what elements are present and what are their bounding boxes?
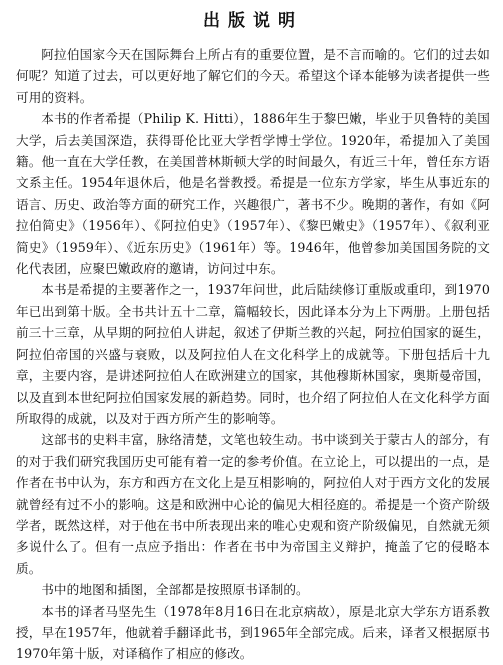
- paragraph-translator: 本书的译者马坚先生（1978年8月16日在北京病故），原是北京大学东方语系教授，早在1957年，他就着手翻译此书，到1965年全部完成。后来，译者又根据原书1970年第十版，对译稿作了相应的修改。: [16, 603, 490, 662]
- paragraph-book-overview: 本书是希提的主要著作之一，1937年问世，此后陆续修订重版或重印，到1970年已出到第十版。全书共计五十二章，篇幅较长，因此译本分为上下两册。上册包括前三十三章，从早期的阿拉伯人讲起，叙述了伊斯兰教的兴起，阿拉伯国家的诞生，阿拉伯帝国的兴盛与衰败，以及阿拉伯人在文化科学上的成就等。下册包括后十九章，主要内容，是讲述阿拉伯人在欧洲建立的国家，其他穆斯林国家，奥斯曼帝国，以及直到本世纪阿拉伯国家发展的新趋势。同时，也介绍了阿拉伯人在文化科学方面所取得的成就，以及对于西方所产生的影响等。: [16, 282, 490, 426]
- paragraph-intro: 阿拉伯国家今天在国际舞台上所占有的重要位置，是不言而喻的。它们的过去如何呢？知道了过去，可以更好地了解它们的今天。希望这个译本能够为读者提供一些可用的资料。: [16, 47, 490, 105]
- paragraph-author: 本书的作者希提（Philip K. Hitti），1886年生于黎巴嫩，毕业于贝鲁特的美国大学，后去美国深造，获得哥伦比亚大学哲学博士学位。1920年，希提加入了美国籍。他一直在大学任教，在美国普林斯顿大学的时间最久，有近三十年，曾任东方语文系主任。1954年退休后，他是名誉教授。希提是一位东方学家，毕生从事近东的语言、历史、政治等方面的研究工作，兴趣很广，著书不少。晚期的著作，有如《阿拉伯简史》（1956年）、《阿拉伯史》（1957年）、《黎巴嫩史》（1957年）、《叙利亚简史》（1959年）、《近东历史》（1961年）等。1946年，他曾参加美国国务院的文化代表团，应聚巴嫩政府的邀请，访问过中东。: [16, 111, 490, 277]
- paragraph-maps-note: 书中的地图和插图，全部都是按照原书译制的。: [41, 582, 309, 598]
- page-title: 出版说明: [203, 11, 303, 31]
- paragraph-evaluation: 这部书的史料丰富，脉络清楚，文笔也较生动。书中谈到关于蒙古人的部分，有的对于我们研究我国历史可能有着一定的参考价值。在立论上，可以提出的一点，是作者在书中认为，东方和西方在文化上是互相影响的，阿拉伯人对于西方文化的发展就曾经有过不小的影响。这是和欧洲中心论的偏见大相径庭的。希提是一个资产阶级学者，既然这样，对于他在书中所表现出来的唯心史观和资产阶级偏见，自然就无须多说什么了。但有一点应予指出：作者在书中为帝国主义辩护，掩盖了它的侵略本质。: [16, 432, 490, 576]
